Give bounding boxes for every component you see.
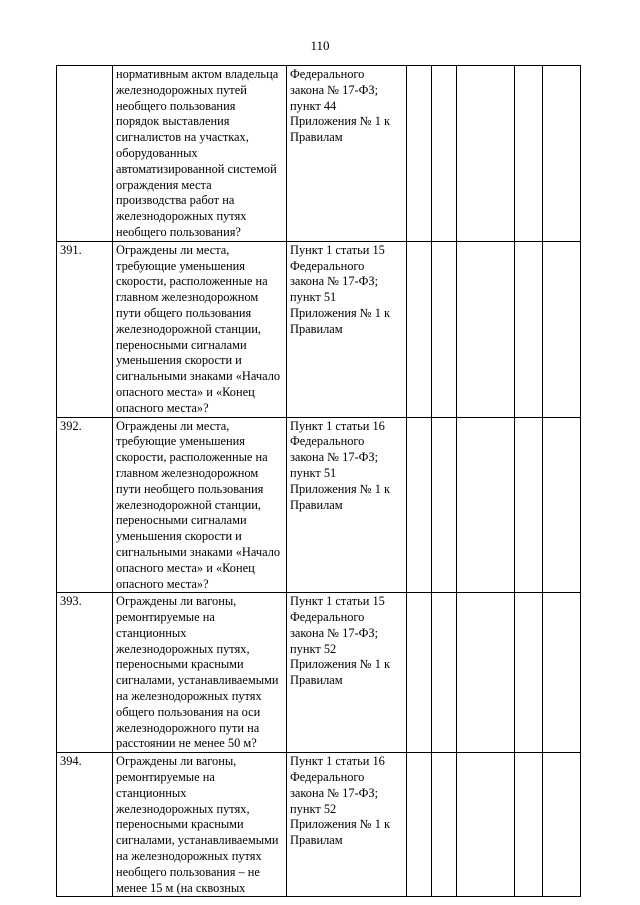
question-line: опасного места» и «Конец xyxy=(116,384,255,399)
empty-cell xyxy=(515,66,543,242)
question-line: автоматизированной системой xyxy=(116,161,277,176)
table-row xyxy=(57,241,581,417)
question-line: порядок выставления xyxy=(116,114,230,129)
table-row xyxy=(57,753,581,897)
row-number: 394. xyxy=(57,753,113,897)
empty-cell xyxy=(432,417,457,593)
question-line: на железнодорожных путях xyxy=(116,689,262,704)
question-line: требующие уменьшения xyxy=(116,258,245,273)
empty-cell xyxy=(457,417,515,593)
question-line: опасного места»? xyxy=(116,400,209,415)
reference-line: Приложения № 1 к xyxy=(290,657,391,672)
reference-line: закона № 17-ФЗ; xyxy=(290,274,379,289)
page-number: 110 xyxy=(310,38,330,53)
reference-line: пункт 51 xyxy=(290,465,337,480)
empty-cell xyxy=(407,593,432,753)
question-line: нормативным актом владельца xyxy=(116,67,279,81)
empty-cell xyxy=(515,241,543,417)
question-line: главном железнодорожном xyxy=(116,465,259,480)
question-line: Ограждены ли места, xyxy=(116,242,230,257)
question-line: переносными сигналами xyxy=(116,513,247,528)
table-row xyxy=(57,417,581,593)
question-line: Ограждены ли вагоны, xyxy=(116,594,237,609)
question-line: переносными красными xyxy=(116,657,244,672)
question-line: железнодорожной станции, xyxy=(116,497,261,512)
question-line: уменьшения скорости и xyxy=(116,353,242,368)
reference-line: Пункт 1 статьи 16 xyxy=(290,754,385,769)
reference-line: Пункт 1 статьи 16 xyxy=(290,418,385,433)
question-line: пути необщего пользования xyxy=(116,481,264,496)
question-line: производства работ на xyxy=(116,193,235,208)
question-line: опасного места» и «Конец xyxy=(116,560,255,575)
checklist-table xyxy=(56,65,581,897)
question-line: переносными красными xyxy=(116,817,244,832)
question-line: необщего пользования – не xyxy=(116,864,260,879)
table-row xyxy=(57,593,581,753)
reference-line: Федерального xyxy=(290,67,365,81)
empty-cell xyxy=(457,753,515,897)
question-line: железнодорожных путях, xyxy=(116,641,250,656)
empty-cell xyxy=(432,753,457,897)
empty-cell xyxy=(543,241,581,417)
question-line: менее 15 м (на сквозных xyxy=(116,880,246,895)
question-line: опасного места»? xyxy=(116,576,209,591)
empty-cell xyxy=(543,66,581,242)
reference-line: закона № 17-ФЗ; xyxy=(290,450,379,465)
empty-cell xyxy=(543,753,581,897)
reference-line: Правилам xyxy=(290,833,343,848)
row-number xyxy=(57,66,113,242)
question-cell xyxy=(113,753,287,897)
question-line: Ограждены ли места, xyxy=(116,418,230,433)
question-line: расстоянии не менее 50 м? xyxy=(116,736,257,751)
question-line: оборудованных xyxy=(116,145,198,160)
reference-line: Пункт 1 статьи 15 xyxy=(290,242,385,257)
reference-line: пункт 51 xyxy=(290,290,337,305)
reference-line: Правилам xyxy=(290,130,343,145)
reference-line: Федерального xyxy=(290,258,365,273)
empty-cell xyxy=(407,66,432,242)
question-line: ремонтируемые на xyxy=(116,770,215,785)
question-line: железнодорожной станции, xyxy=(116,321,261,336)
reference-line: Правилам xyxy=(290,321,343,336)
question-line: сигналистов на участках, xyxy=(116,130,249,145)
table-body xyxy=(57,66,581,897)
reference-line: Федерального xyxy=(290,770,365,785)
question-cell xyxy=(113,241,287,417)
reference-cell xyxy=(287,593,407,753)
reference-cell xyxy=(287,753,407,897)
question-cell xyxy=(113,66,287,242)
empty-cell xyxy=(432,593,457,753)
question-line: переносными сигналами xyxy=(116,337,247,352)
reference-line: Пункт 1 статьи 15 xyxy=(290,594,385,609)
question-line: станционных xyxy=(116,625,187,640)
row-number: 391. xyxy=(57,241,113,417)
question-line: необщего пользования xyxy=(116,98,236,113)
reference-line: закона № 17-ФЗ; xyxy=(290,785,379,800)
reference-line: Правилам xyxy=(290,497,343,512)
question-line: ограждения места xyxy=(116,177,212,192)
reference-line: закона № 17-ФЗ; xyxy=(290,82,379,97)
empty-cell xyxy=(515,753,543,897)
question-line: станционных xyxy=(116,785,187,800)
question-cell xyxy=(113,417,287,593)
reference-line: Федерального xyxy=(290,610,365,625)
question-line: требующие уменьшения xyxy=(116,434,245,449)
reference-line: пункт 52 xyxy=(290,641,337,656)
question-line: сигнальными знаками «Начало xyxy=(116,369,281,384)
question-line: сигнальными знаками «Начало xyxy=(116,544,281,559)
empty-cell xyxy=(407,417,432,593)
question-line: железнодорожных путях xyxy=(116,209,247,224)
question-line: уменьшения скорости и xyxy=(116,529,242,544)
empty-cell xyxy=(543,593,581,753)
question-cell xyxy=(113,593,287,753)
question-line: пути общего пользования xyxy=(116,305,252,320)
reference-line: Федерального xyxy=(290,434,365,449)
question-line: железнодорожных путей xyxy=(116,82,247,97)
reference-line: пункт 44 xyxy=(290,98,337,113)
question-line: скорости, расположенные на xyxy=(116,450,268,465)
row-number: 393. xyxy=(57,593,113,753)
empty-cell xyxy=(457,593,515,753)
question-line: железнодорожных путях, xyxy=(116,801,250,816)
question-line: сигналами, устанавливаемыми xyxy=(116,833,279,848)
empty-cell xyxy=(457,66,515,242)
reference-cell xyxy=(287,66,407,242)
question-line: скорости, расположенные на xyxy=(116,274,268,289)
reference-line: Приложения № 1 к xyxy=(290,114,391,129)
reference-cell xyxy=(287,241,407,417)
question-line: главном железнодорожном xyxy=(116,290,259,305)
empty-cell xyxy=(543,417,581,593)
reference-line: Правилам xyxy=(290,673,343,688)
empty-cell xyxy=(432,66,457,242)
reference-line: Приложения № 1 к xyxy=(290,817,391,832)
reference-line: закона № 17-ФЗ; xyxy=(290,625,379,640)
empty-cell xyxy=(457,241,515,417)
question-line: общего пользования на оси xyxy=(116,704,261,719)
row-number: 392. xyxy=(57,417,113,593)
empty-cell xyxy=(407,241,432,417)
reference-line: Приложения № 1 к xyxy=(290,305,391,320)
question-line: необщего пользования? xyxy=(116,224,241,239)
reference-line: Приложения № 1 к xyxy=(290,481,391,496)
empty-cell xyxy=(515,417,543,593)
question-line: на железнодорожных путях xyxy=(116,849,262,864)
table-row xyxy=(57,66,581,242)
empty-cell xyxy=(515,593,543,753)
reference-line: пункт 52 xyxy=(290,801,337,816)
question-line: железнодорожного пути на xyxy=(116,720,260,735)
question-line: сигналами, устанавливаемыми xyxy=(116,673,279,688)
question-line: Ограждены ли вагоны, xyxy=(116,754,237,769)
empty-cell xyxy=(407,753,432,897)
question-line: ремонтируемые на xyxy=(116,610,215,625)
empty-cell xyxy=(432,241,457,417)
reference-cell xyxy=(287,417,407,593)
